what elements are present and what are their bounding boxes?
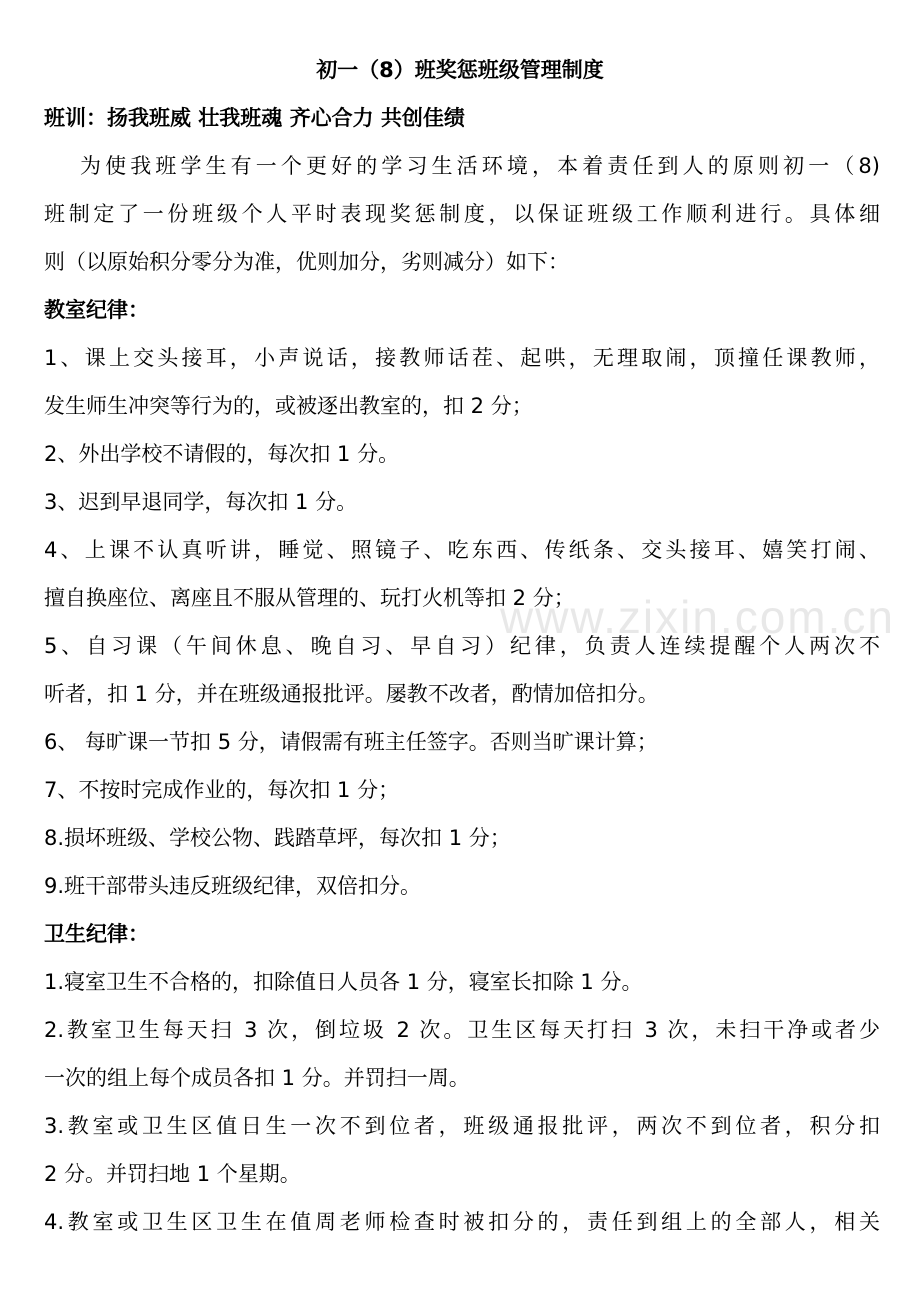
classroom-rule-line: 7、不按时完成作业的，每次扣 1 分；: [44, 778, 400, 802]
hygiene-rule-line: 4.教室或卫生区卫生在值周老师检查时被扣分的，责任到组上的全部人，相关: [44, 1210, 880, 1234]
classroom-rule-line: 擅自换座位、离座且不服从管理的、玩打火机等扣 2 分；: [44, 586, 575, 610]
hygiene-rule-line: 2.教室卫生每天扫 3 次，倒垃圾 2 次。卫生区每天打扫 3 次，未扫干净或者少: [44, 1018, 880, 1042]
hygiene-rule-line: 2 分。并罚扫地 1 个星期。: [44, 1162, 301, 1186]
classroom-rule-line: 3、迟到早退同学，每次扣 1 分。: [44, 490, 358, 514]
hygiene-rule-line: 1.寝室卫生不合格的，扣除值日人员各 1 分，寝室长扣除 1 分。: [44, 970, 643, 994]
class-motto: 班训：扬我班威 壮我班魂 齐心合力 共创佳绩: [44, 106, 465, 130]
classroom-rule-line: 5、自习课（午间休息、晚自习、早自习）纪律，负责人连续提醒个人两次不: [44, 634, 880, 658]
classroom-rule-line: 9.班干部带头违反班级纪律，双倍扣分。: [44, 874, 422, 898]
classroom-rule-line: 听者，扣 1 分，并在班级通报批评。屡教不改者，酌情加倍扣分。: [44, 682, 659, 706]
document-title: 初一（8）班奖惩班级管理制度: [316, 58, 604, 82]
intro-line-1: 为使我班学生有一个更好的学习生活环境，本着责任到人的原则初一（8): [80, 154, 880, 178]
classroom-rule-line: 4、上课不认真听讲，睡觉、照镜子、吃东西、传纸条、交头接耳、嬉笑打闹、: [44, 538, 880, 562]
intro-line-2: 班制定了一份班级个人平时表现奖惩制度，以保证班级工作顺利进行。具体细: [44, 202, 880, 226]
hygiene-rule-line: 一次的组上每个成员各扣 1 分。并罚扫一周。: [44, 1066, 470, 1090]
section-heading-classroom: 教室纪律：: [44, 298, 149, 322]
intro-line-3: 则（以原始积分零分为准，优则加分，劣则减分）如下：: [44, 250, 569, 274]
classroom-rule-line: 1、课上交头接耳，小声说话，接教师话茬、起哄，无理取闹，顶撞任课教师，: [44, 346, 880, 370]
classroom-rule-line: 8.损坏班级、学校公物、践踏草坪，每次扣 1 分；: [44, 826, 511, 850]
classroom-rule-line: 发生师生冲突等行为的，或被逐出教室的，扣 2 分；: [44, 394, 533, 418]
section-heading-hygiene: 卫生纪律：: [44, 922, 149, 946]
classroom-rule-line: 6、 每旷课一节扣 5 分，请假需有班主任签字。否则当旷课计算；: [44, 730, 658, 754]
watermark: www.zixin.com.cn: [500, 591, 895, 643]
classroom-rule-line: 2、外出学校不请假的，每次扣 1 分。: [44, 442, 400, 466]
hygiene-rule-line: 3.教室或卫生区值日生一次不到位者，班级通报批评，两次不到位者，积分扣: [44, 1114, 880, 1138]
